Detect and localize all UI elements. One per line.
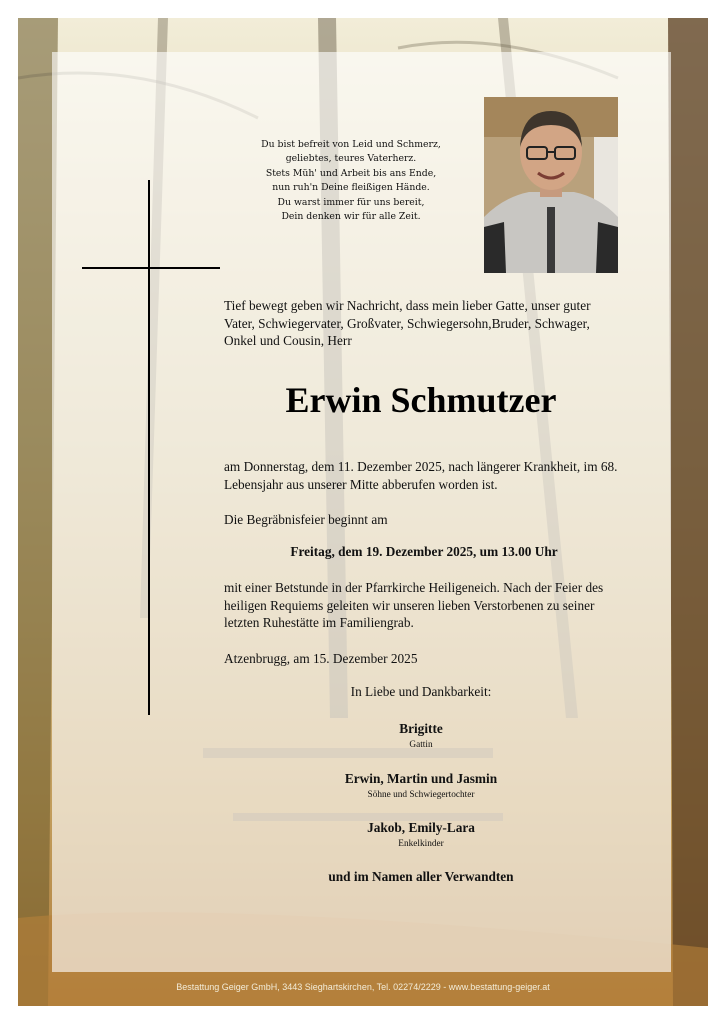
family-name: Jakob, Emily-Lara <box>367 820 475 835</box>
all-relatives: und im Namen aller Verwandten <box>328 869 514 884</box>
burial-date: Freitag, dem 19. Dezember 2025, um 13.00 Uhr <box>290 544 558 559</box>
portrait-photo <box>484 97 618 273</box>
intro-text: Tief bewegt geben wir Nachricht, dass mein lieber Gatte, unser guter Vater, Schwiegervater, Großvater, Schwiegersohn,Bruder, Schwager, Onkel und Cousin, Herr <box>224 298 591 348</box>
poem-line: Stets Müh' und Arbeit bis ans Ende, <box>265 167 437 179</box>
family-name: Brigitte <box>399 721 443 736</box>
family-relation: Enkelkinder <box>398 839 444 849</box>
death-text: am Donnerstag, dem 11. Dezember 2025, nach längerer Krankheit, im 68. Lebensjahr aus unserer Mitte abberufen worden ist. <box>224 459 618 492</box>
mass-text: mit einer Betstunde in der Pfarrkirche Heiligeneich. Nach der Feier des heiligen Requiems geleiten wir unseren lieben Verstorbenen zu seiner letzten Ruhestätte im Familiengrab. <box>224 580 604 630</box>
family-member <box>224 721 618 750</box>
cross-icon <box>148 180 150 715</box>
poem-line: nun ruh'n Deine fleißigen Hände. <box>272 182 430 194</box>
footer-text: Bestattung Geiger GmbH, 3443 Sieghartskirchen, Tel. 02274/2229 - www.bestattung-geiger.at <box>176 982 550 992</box>
cross-icon-bar <box>82 267 220 269</box>
poem-line: Du bist befreit von Leid und Schmerz, <box>261 139 441 150</box>
family-member <box>224 820 618 849</box>
closing-text: In Liebe und Dankbarkeit: <box>350 684 492 699</box>
place-date: Atzenbrugg, am 15. Dezember 2025 <box>224 651 418 666</box>
family-member <box>224 771 618 800</box>
poem-line: geliebtes, teures Vaterherz. <box>285 153 417 165</box>
poem <box>236 138 466 224</box>
family-relation: Söhne und Schwiegertochter <box>367 790 475 800</box>
poem-line: Dein denken wir für alle Zeit. <box>281 211 421 223</box>
burial-intro: Die Begräbnisfeier beginnt am <box>224 512 388 527</box>
family-relation: Gattin <box>409 740 433 750</box>
family-name: Erwin, Martin und Jasmin <box>344 771 498 786</box>
poem-line: Du warst immer für uns bereit, <box>277 196 425 208</box>
deceased-name: Erwin Schmutzer <box>285 380 557 420</box>
